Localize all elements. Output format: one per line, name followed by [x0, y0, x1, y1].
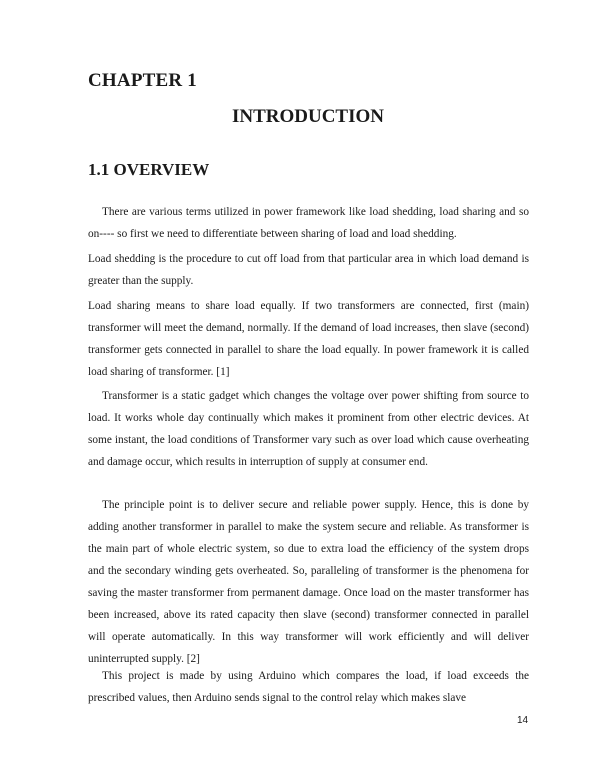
- section-heading: 1.1 OVERVIEW: [88, 160, 210, 179]
- paragraph-transformer: Transformer is a static gadget which changes the voltage over power shifting from source to load. It works whole day continually which makes it prominent from other electric devices. At some instant, the load conditions of Transformer vary such as over load which cause overheating and damage occur, which results in interruption of supply at consumer end.: [88, 390, 529, 468]
- paragraph-principle: The principle point is to deliver secure and reliable power supply. Hence, this is done by adding another transformer in parallel to make the system secure and reliable. As transformer is the main part of whole electric system, so due to extra load the efficiency of the system drops and the secondary winding gets overheated. So, paralleling of transformer is the phenomena for saving the master transformer from permanent damage. Once load on the master transformer has been increased, above its rated capacity then slave (second) transformer connected in parallel will operate automatically. In this way transformer will work efficiently and will deliver uninterrupted supply. [2]: [88, 499, 529, 665]
- paragraph-project: This project is made by using Arduino which compares the load, if load exceeds the prescribed values, then Arduino sends signal to the control relay which makes slave: [88, 670, 529, 704]
- paragraph-load-shedding: Load shedding is the procedure to cut off load from that particular area in which load demand is greater than the supply.: [88, 253, 529, 287]
- paragraph-load-terms: There are various terms utilized in power framework like load shedding, load sharing and so on---- so first we need to differentiate between sharing of load and load shedding.: [88, 206, 529, 240]
- page-number: 14: [517, 715, 529, 726]
- paragraph-load-sharing: Load sharing means to share load equally. If two transformers are connected, first (main) transformer will meet the demand, normally. If the demand of load increases, then slave (second) transformer gets connected in parallel to share the load equally. In power framework it is called load sharing of transformer. [1]: [88, 300, 529, 378]
- chapter-label: CHAPTER 1: [88, 70, 197, 91]
- chapter-title: INTRODUCTION: [231, 106, 385, 127]
